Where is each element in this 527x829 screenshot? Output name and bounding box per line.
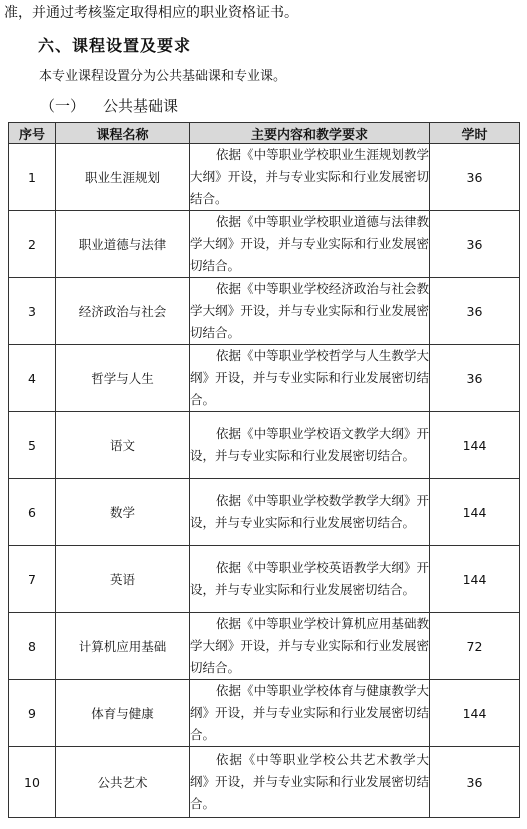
cell-no: 9 [9, 680, 56, 747]
cell-hours: 144 [430, 412, 520, 479]
cell-course-name: 职业生涯规划 [56, 144, 190, 211]
cell-hours: 36 [430, 211, 520, 278]
course-table [8, 122, 520, 818]
cell-course-name: 英语 [56, 546, 190, 613]
table-header-row [9, 123, 520, 144]
table-row [9, 144, 520, 211]
cell-content: 依据《中等职业学校哲学与人生教学大纲》开设，并与专业实际和行业发展密切结合。 [190, 345, 430, 412]
table-row [9, 680, 520, 747]
header-course-name: 课程名称 [56, 123, 190, 144]
cell-hours: 36 [430, 747, 520, 818]
table-row [9, 278, 520, 345]
cell-hours: 36 [430, 345, 520, 412]
table-row [9, 412, 520, 479]
subsection-title: 公共基础课 [103, 97, 179, 115]
cell-content: 依据《中等职业学校数学教学大纲》开设，并与专业实际和行业发展密切结合。 [190, 479, 430, 546]
header-content: 主要内容和教学要求 [190, 123, 430, 144]
cell-content: 依据《中等职业学校职业生涯规划教学大纲》开设，并与专业实际和行业发展密切结合。 [190, 144, 430, 211]
table-row [9, 747, 520, 818]
cell-no: 8 [9, 613, 56, 680]
cell-content: 依据《中等职业学校职业道德与法律教学大纲》开设，并与专业实际和行业发展密切结合。 [190, 211, 430, 278]
cell-course-name: 职业道德与法律 [56, 211, 190, 278]
cell-content: 依据《中等职业学校公共艺术教学大纲》开设，并与专业实际和行业发展密切结合。 [190, 747, 430, 818]
cell-no: 2 [9, 211, 56, 278]
cell-no: 3 [9, 278, 56, 345]
cell-course-name: 体育与健康 [56, 680, 190, 747]
cell-content: 依据《中等职业学校经济政治与社会教学大纲》开设，并与专业实际和行业发展密切结合。 [190, 278, 430, 345]
cell-course-name: 语文 [56, 412, 190, 479]
cell-content: 依据《中等职业学校体育与健康教学大纲》开设，并与专业实际和行业发展密切结合。 [190, 680, 430, 747]
cell-content: 依据《中等职业学校语文教学大纲》开设，并与专业实际和行业发展密切结合。 [190, 412, 430, 479]
cell-content: 依据《中等职业学校英语教学大纲》开设，并与专业实际和行业发展密切结合。 [190, 546, 430, 613]
cell-hours: 144 [430, 546, 520, 613]
cell-no: 1 [9, 144, 56, 211]
cell-no: 6 [9, 479, 56, 546]
table-row [9, 546, 520, 613]
cell-hours: 144 [430, 680, 520, 747]
cell-hours: 36 [430, 144, 520, 211]
cell-no: 7 [9, 546, 56, 613]
cell-hours: 144 [430, 479, 520, 546]
table-row [9, 345, 520, 412]
section-heading: 六、课程设置及要求 [38, 36, 192, 55]
cell-no: 10 [9, 747, 56, 818]
continued-paragraph-line: 准，并通过考核鉴定取得相应的职业资格证书。 [4, 5, 298, 21]
cell-hours: 36 [430, 278, 520, 345]
cell-course-name: 经济政治与社会 [56, 278, 190, 345]
header-no: 序号 [9, 123, 56, 144]
cell-course-name: 数学 [56, 479, 190, 546]
cell-hours: 72 [430, 613, 520, 680]
cell-course-name: 计算机应用基础 [56, 613, 190, 680]
cell-no: 5 [9, 412, 56, 479]
subsection-heading [40, 95, 178, 116]
header-hours: 学时 [430, 123, 520, 144]
cell-course-name: 哲学与人生 [56, 345, 190, 412]
cell-content: 依据《中等职业学校计算机应用基础教学大纲》开设，并与专业实际和行业发展密切结合。 [190, 613, 430, 680]
intro-paragraph: 本专业课程设置分为公共基础课和专业课。 [39, 69, 287, 84]
table-row [9, 211, 520, 278]
cell-course-name: 公共艺术 [56, 747, 190, 818]
subsection-number: （一） [40, 97, 86, 115]
table-row [9, 613, 520, 680]
table-row [9, 479, 520, 546]
cell-no: 4 [9, 345, 56, 412]
